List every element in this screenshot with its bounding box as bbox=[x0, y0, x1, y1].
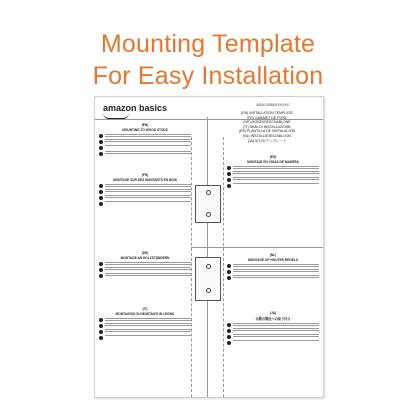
step-number-icon bbox=[99, 190, 103, 194]
screw-hole-icon bbox=[206, 190, 211, 195]
instruction-step bbox=[99, 139, 191, 143]
instruction-step bbox=[227, 334, 319, 338]
section-heading: MOUNTING TO WOOD STUDS bbox=[122, 128, 168, 132]
language-code: (DE) bbox=[141, 251, 149, 255]
title-line: (JA) 取付用テンプレート bbox=[247, 138, 287, 143]
instruction-step bbox=[99, 318, 191, 322]
instruction-step bbox=[99, 201, 191, 205]
language-code: (FR) bbox=[141, 173, 149, 177]
step-number-icon bbox=[227, 264, 231, 268]
left-guide-line bbox=[191, 137, 192, 397]
lower-bracket-outline bbox=[195, 257, 221, 301]
step-number-icon bbox=[99, 262, 103, 266]
title-line: (FR) GABARIT DE POSE bbox=[247, 115, 287, 120]
instruction-section bbox=[227, 311, 319, 345]
instruction-step bbox=[99, 273, 191, 277]
instruction-section bbox=[99, 251, 191, 278]
step-number-icon bbox=[227, 341, 231, 345]
language-code: (ES) bbox=[269, 155, 277, 159]
section-heading: 木製の間柱への取り付け bbox=[255, 317, 291, 321]
instruction-step bbox=[227, 340, 319, 344]
step-number-icon bbox=[99, 146, 103, 150]
step-number-icon bbox=[99, 324, 103, 328]
step-number-icon bbox=[227, 166, 231, 170]
language-code: (NL) bbox=[269, 253, 277, 257]
instruction-step bbox=[99, 184, 191, 188]
step-number-icon bbox=[227, 276, 231, 280]
title-line: (NL) INSTALLATIESJABLOON bbox=[243, 133, 291, 138]
instruction-step bbox=[227, 171, 319, 175]
mounting-template-sheet bbox=[94, 96, 324, 398]
step-number-icon bbox=[99, 268, 103, 272]
step-number-icon bbox=[99, 202, 103, 206]
instruction-step bbox=[99, 195, 191, 199]
headline-line-2: For Easy Installation bbox=[92, 62, 324, 90]
instruction-step bbox=[99, 335, 191, 339]
headline-line-1: Mounting Template bbox=[100, 30, 316, 58]
screw-hole-icon bbox=[206, 264, 211, 269]
instruction-step bbox=[227, 323, 319, 327]
instruction-section bbox=[227, 253, 319, 280]
instruction-step bbox=[227, 275, 319, 279]
section-heading: MONTAGE OP HOUTEN REGELS bbox=[248, 258, 298, 262]
section-heading: MONTAGE SUR DES MONTANTS EN BOIS bbox=[113, 178, 177, 182]
horizontal-guide-line bbox=[191, 247, 323, 248]
language-code: (EN) bbox=[141, 123, 149, 127]
step-number-icon bbox=[99, 330, 103, 334]
step-number-icon bbox=[227, 178, 231, 182]
step-number-icon bbox=[99, 318, 103, 322]
step-number-icon bbox=[99, 184, 103, 188]
step-number-icon bbox=[227, 172, 231, 176]
instruction-step bbox=[227, 183, 319, 187]
instruction-step bbox=[227, 177, 319, 181]
instruction-step bbox=[227, 166, 319, 170]
instruction-step bbox=[99, 323, 191, 327]
step-number-icon bbox=[99, 152, 103, 156]
instruction-section bbox=[99, 173, 191, 206]
instruction-section bbox=[99, 123, 191, 156]
template-title bbox=[217, 111, 317, 143]
title-line: (DE) MONTAGESCHABLONE bbox=[243, 120, 291, 125]
step-number-icon bbox=[227, 329, 231, 333]
section-heading: MONTAGE AN HOLZSTÄNDERN bbox=[120, 256, 170, 260]
step-number-icon bbox=[99, 196, 103, 200]
step-number-icon bbox=[99, 274, 103, 278]
step-number-icon bbox=[99, 134, 103, 138]
instruction-step bbox=[99, 189, 191, 193]
sheet-reference: ASIN: B08XXXXXXX bbox=[256, 103, 289, 107]
instruction-step bbox=[99, 267, 191, 271]
step-number-icon bbox=[227, 184, 231, 188]
header-divider bbox=[95, 119, 323, 120]
screw-hole-icon bbox=[206, 288, 211, 293]
language-code: (IT) bbox=[142, 307, 148, 311]
instruction-section bbox=[99, 307, 191, 340]
step-number-icon bbox=[227, 323, 231, 327]
brand-logo: amazon basics bbox=[103, 103, 167, 113]
section-heading: MONTAGGIO SU MONTANTI IN LEGNO bbox=[115, 312, 175, 316]
step-number-icon bbox=[99, 140, 103, 144]
language-code: (JA) bbox=[269, 311, 277, 315]
instruction-step bbox=[227, 328, 319, 332]
section-heading: MONTAJE EN VIGAS DE MADERA bbox=[247, 160, 299, 164]
screw-hole-icon bbox=[206, 212, 211, 217]
instruction-step bbox=[99, 151, 191, 155]
instruction-step bbox=[227, 269, 319, 273]
right-guide-line bbox=[223, 137, 224, 397]
instruction-step bbox=[99, 329, 191, 333]
step-number-icon bbox=[227, 335, 231, 339]
instruction-section bbox=[227, 155, 319, 188]
instruction-step bbox=[227, 264, 319, 268]
step-number-icon bbox=[99, 336, 103, 340]
title-line: (EN) INSTALLATION TEMPLATE bbox=[241, 111, 293, 115]
instruction-step bbox=[99, 145, 191, 149]
headline bbox=[0, 28, 416, 92]
title-line: (IT) DIMA DI INSTALLAZIONE bbox=[243, 124, 291, 129]
upper-bracket-outline bbox=[195, 185, 221, 223]
title-line: (ES) PLANTILLA DE INSTALACIÓN bbox=[238, 129, 296, 134]
instruction-step bbox=[99, 134, 191, 138]
instruction-step bbox=[99, 262, 191, 266]
step-number-icon bbox=[227, 270, 231, 274]
